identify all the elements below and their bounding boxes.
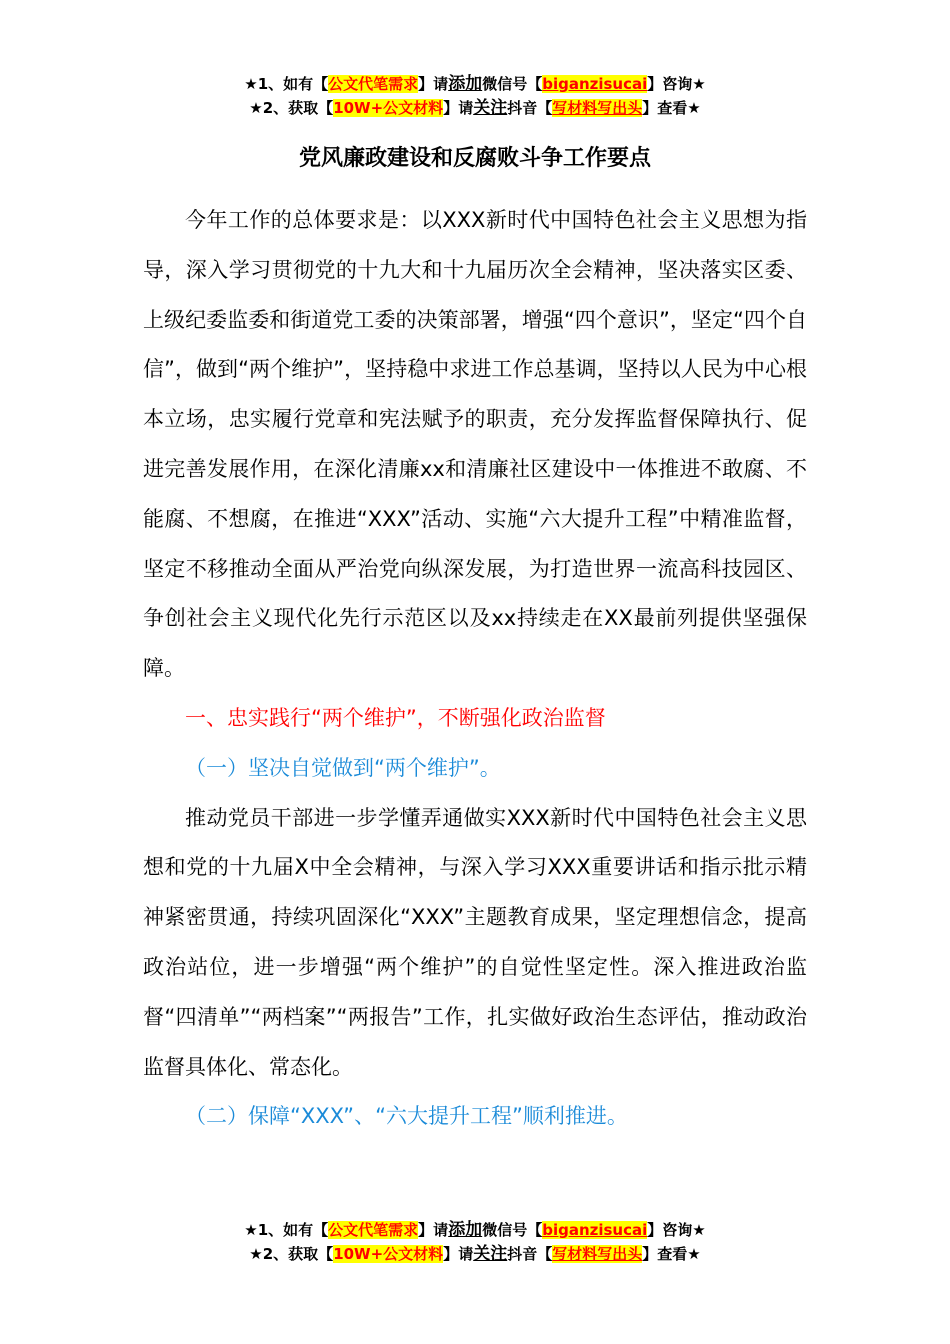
promo-emphasis: 关注 (473, 98, 508, 118)
promo-emphasis: 关注 (473, 1244, 508, 1264)
promo-line-1 (0, 72, 950, 96)
promo-line-2 (0, 96, 950, 120)
promo-text: 微信号【 (482, 75, 543, 93)
promo-text: 】查看★ (642, 99, 701, 117)
promo-emphasis: 添加 (448, 1220, 483, 1240)
promo-text: ★1、如有【 (244, 75, 329, 93)
promo-text: 】查看★ (642, 1245, 701, 1263)
promo-line-2 (0, 1242, 950, 1266)
promo-text: 微信号【 (482, 1221, 543, 1239)
promo-text: ★1、如有【 (244, 1221, 329, 1239)
promo-text: ★2、获取【 (249, 1245, 334, 1263)
promo-highlight: 公文代笔需求 (328, 75, 419, 93)
document-body (143, 196, 807, 1142)
paragraph-two-safeguards: 推动党员干部进一步学懂弄通做实XXX新时代中国特色社会主义思想和党的十九届X中全会精神，与深入学习XXX重要讲话和指示批示精神紧密贯通，持续巩固深化“XXX”主题教育成果，坚定理想信念，提高政治站位，进一步增强“两个维护”的自觉性坚定性。深入推进政治监督“四清单”“两档案”“两报告”工作，扎实做好政治生态评估，推动政治监督具体化、常态化。 (143, 805, 807, 1079)
douyin-account-link[interactable]: 写材料写出头 (552, 99, 643, 117)
section-heading-1: 一、忠实践行“两个维护”，不断强化政治监督 (185, 705, 606, 730)
douyin-account-link[interactable]: 写材料写出头 (552, 1245, 643, 1263)
promo-text: 】请 (418, 1221, 449, 1239)
paragraph-general-requirements: 今年工作的总体要求是：以XXX新时代中国特色社会主义思想为指导，深入学习贯彻党的十九大和十九届历次全会精神，坚决落实区委、上级纪委监委和街道党工委的决策部署，增强“四个意识”，坚定“四个自信”，做到“两个维护”，坚持稳中求进工作总基调，坚持以人民为中心根本立场，忠实履行党章和宪法赋予的职责，充分发挥监督保障执行、促进完善发展作用，在深化清廉xx和清廉社区建设中一体推进不敢腐、不能腐、不想腐，在推进“XXX”活动、实施“六大提升工程”中精准监督，坚定不移推动全面从严治党向纵深发展，为打造世界一流高科技园区、争创社会主义现代化先行示范区以及xx持续走在XX最前列提供坚强保障。 (143, 208, 807, 681)
promo-text: 】请 (443, 99, 474, 117)
promo-highlight: 10W+公文材料 (333, 99, 444, 117)
promo-text: 】请 (443, 1245, 474, 1263)
promo-text: 】咨询★ (647, 75, 706, 93)
subsection-heading-2: （二）保障“XXX”、“六大提升工程”顺利推进。 (185, 1104, 628, 1129)
promo-text: 】请 (418, 75, 449, 93)
wechat-id-link[interactable]: biganzisucai (542, 75, 648, 93)
promo-emphasis: 添加 (448, 74, 483, 94)
document-title: 党风廉政建设和反腐败斗争工作要点 (298, 146, 651, 171)
promo-highlight: 公文代笔需求 (328, 1221, 419, 1239)
promo-header (0, 72, 950, 120)
promo-text: ★2、获取【 (249, 99, 334, 117)
wechat-id-link[interactable]: biganzisucai (542, 1221, 648, 1239)
promo-text: 抖音【 (507, 99, 553, 117)
promo-text: 】咨询★ (647, 1221, 706, 1239)
promo-highlight: 10W+公文材料 (333, 1245, 444, 1263)
promo-text: 抖音【 (507, 1245, 553, 1263)
promo-footer (0, 1218, 950, 1266)
subsection-heading-1: （一）坚决自觉做到“两个维护”。 (185, 755, 501, 780)
promo-line-1 (0, 1218, 950, 1242)
